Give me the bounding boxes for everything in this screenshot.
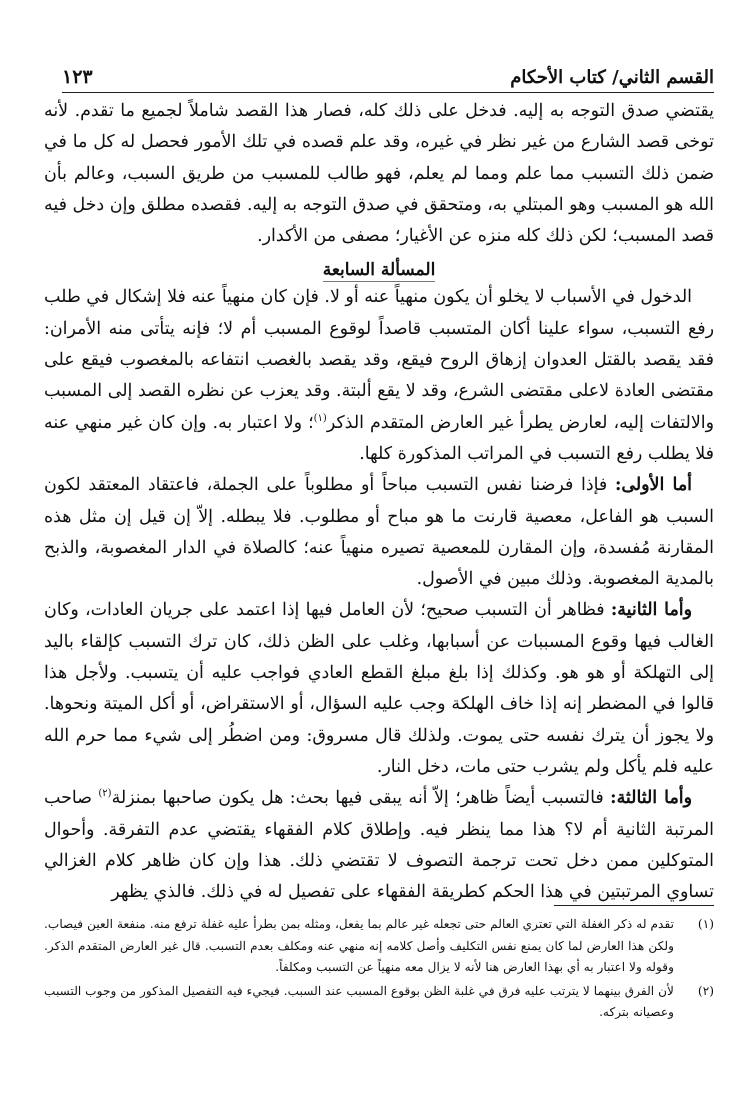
footnote-number: (١) [697,917,714,931]
section-heading-text: المسألة السابعة [322,260,436,281]
paragraph-3 [44,470,714,595]
paragraph-3-lead: أما الأولى: [614,475,692,496]
header-title: القسم الثاني/ كتاب الأحكام [510,67,714,88]
paragraph-3-text: فإذا فرضنا نفس التسبب مباحاً أو مطلوباً على الجملة، فاعتقاد المعتقد لكون السبب هو الفاعل، معصية قارنت ما هو مباح أو مطلوب. فلا يبطله. إلاّ إن قيل إن مثل هذه المقارنة مُفسدة، وإن المقارن للمعصية تصيره منهياً عنه؛ كالصلاة في الدار المغصوبة، والذبح بالمدية المغصوبة. وذلك مبين في الأصول. [44,475,714,590]
paragraph-5 [44,783,714,908]
paragraph-5-text-a: فالتسبب أيضاً ظاهر؛ إلاّ أنه يبقى فيها بحث: هل يكون صاحبها بمنزلة [111,788,611,809]
paragraph-1: يقتضي صدق التوجه به إليه. فدخل على ذلك كله، فصار هذا القصد شاملاً لجميع ما تقدم. لأنه توخى قصد الشارع من غير نظر في غيره، وقد علم قصده في تلك الأمور فحصل له كل ما في ضمن ذلك التسبب مما علم ومما لم يعلم، فهو طالب للمسبب من طريق السبب، وعالم بأن الله هو المسبب وهو المبتلي به، ومتحقق في صدق التوجه به إليه. فقصده مطلق وإن دخل فيه قصد المسبب؛ لكن ذلك كله منزه عن الأغيار؛ مصفى من الأكدار. [44,101,714,247]
footnotes [44,905,714,1026]
paragraph-2-text-b: ؛ ولا اعتبار به. وإن كان غير منهي عنه فلا يطلب رفع التسبب في المراتب المذكورة كلها. [44,412,714,464]
footnote-number: (٢) [697,983,714,998]
footnote-ref-1[interactable]: (١) [313,412,327,424]
page-number: ١٢٣ [62,66,93,88]
section-heading [44,260,714,280]
footnote-divider [554,905,714,906]
footnote-1 [44,914,714,979]
paragraph-4-lead: وأما الثانية: [610,600,693,621]
paragraph-4-text: فظاهر أن التسبب صحيح؛ لأن العامل فيها إذا اعتمد على جريان العادات، وكان الغالب فيها وقوع المسببات عن أسبابها، وغلب على الظن ذلك، كان ترك التسبب كإلقاء باليد إلى التهلكة أو هو هو. وكذلك إذا بلغ مبلغ القطع العادي فواجب عليه أن يتسبب. ولأجل هذا قالوا في المضطر إنه إذا خاف الهلكة وجب عليه السؤال، أو الاستقراض، أو أكل الميتة ونحوها. ولا يجوز أن يترك نفسه حتى يموت. ولذلك قال مسروق: ومن اضطُر إلى شيء مما حرم الله عليه فلم يأكل ولم يشرب حتى مات، دخل النار. [44,600,714,777]
footnote-ref-2[interactable]: (٢) [98,788,112,800]
paragraph-5-lead: وأما الثالثة: [610,788,692,809]
paragraph-4 [44,595,714,783]
footnote-text: تقدم له ذكر الغفلة التي تعتري العالم حتى تجعله غير عالم بما يفعل، ومثله بمن بطرأ عليه غفلة ترفع منه. منفعة العين فيصاب. ولكن هذا العارض لما كان يمنع نفس التكليف وأصل كلامه إنه منهي عنه ومكلف بعدم التسبب. قال غير العارض المتقدم الذكر. وقوله ولا اعتبار به أي بهذا العارض هنا لأنه لا يزال معه منهياً عن التسبب ومكلفاً. [44,917,674,974]
paragraph-2 [44,282,714,470]
paragraph-5-text-b: صاحب المرتبة الثانية أم لا؟ هذا مما ينظر فيه. وإطلاق كلام الفقهاء يقتضي عدم التفرقة. وأحوال المتوكلين ممن دخل تحت ترجمة التصوف لا تقتضي ذلك. هذا وإن كان ظاهر كلام الغزالي تساوي المرتبتين في هذا الحكم كطريقة الفقهاء على تفصيل له في ذلك. فالذي يظهر [44,788,714,903]
footnote-2 [44,981,714,1024]
running-header [62,58,714,93]
paragraph-2-text-a: الدخول في الأسباب لا يخلو أن يكون منهياً عنه أو لا. فإن كان منهياً عنه فلا إشكال في طلب رفع التسبب، سواء علينا أكان المتسبب قاصداً لوقوع المسبب أم لا؛ فإنه يتأتى منه الأمران: فقد يقصد بالقتل العدوان إزهاق الروح فيقع، وقد يقصد بالغصب انتفاعه بالمغصوب فيقع على مقتضى العادة لاعلى مقتضى الشرع، وقد لا يقع ألبتة. وقد يعزب عن نظره القصد إلى المسبب والالتفات إليه، لعارض يطرأ غير العارض المتقدم الذكر [44,287,714,433]
main-text [44,96,714,908]
footnote-text: لأن الفرق بينهما لا يترتب عليه فرق في غلبة الظن بوقوع المسبب عند السبب. فيجيء فيه التفصيل المذكور من وجوب التسبب وعصيانه بتركه. [44,983,674,1019]
